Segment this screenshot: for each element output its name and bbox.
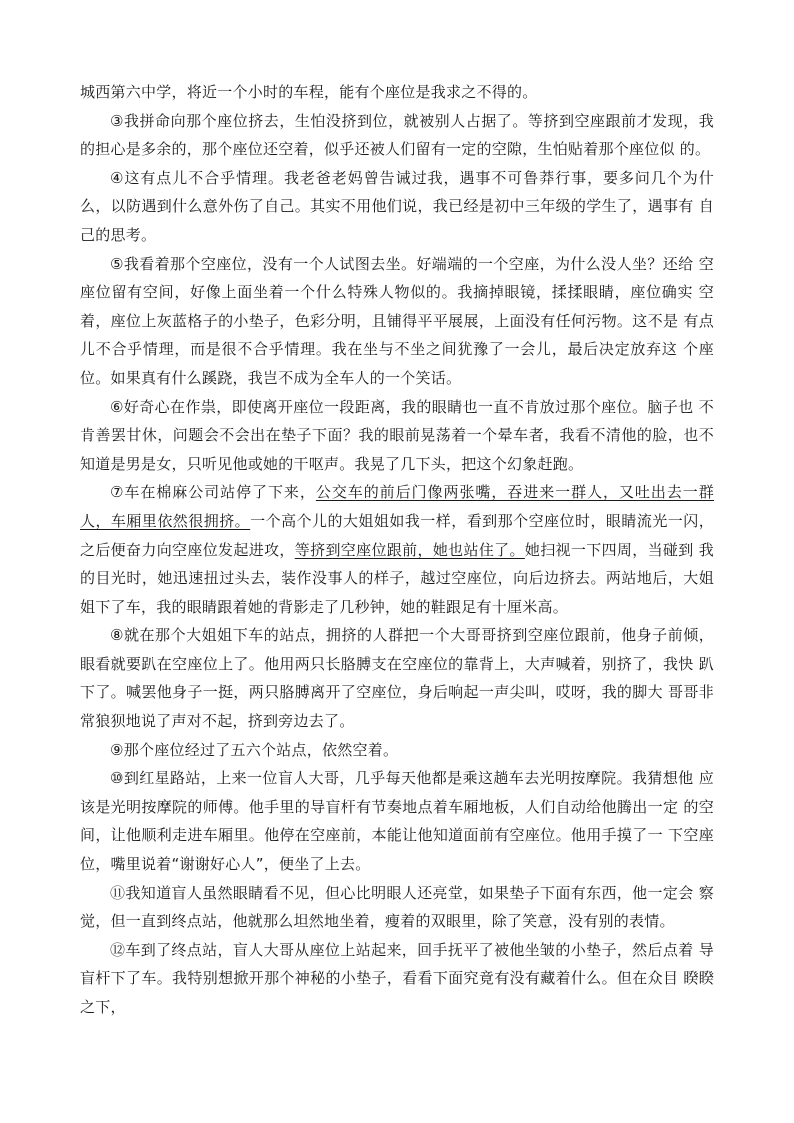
paragraph-10 — [80, 764, 714, 878]
text-span: ⑫车到了终点站，盲人大哥从座位上站起来，回手抚平了被他坐皱的小垫子，然后点着 导盲杆下了车。我特别想掀开那个神秘的小垫子，看看下面究竟有没有藏着什么。但在众目 睽睽之下， — [80, 940, 714, 1016]
article-body — [80, 78, 714, 1022]
underlined-text: 等挤到空座位跟前，她也站住了。 — [294, 540, 525, 559]
text-span: ⑤我看着那个空座位，没有一个人试图去坐。好端端的一个空座，为什么没人坐？还给 空座位留有空间，好像上面坐着一个什么特殊人物似的。我摘掉眼镜，揉揉眼睛，座位确实 空着，座位上灰蓝格子的小垫子，色彩分明，且铺得平平展展，上面没有任何污物。这不是 有点儿不合乎情理，而是很不合乎情理。我在坐与不坐之间犹豫了一会儿，最后决定放弃这 个座位。如果真有什么蹊跷，我岂不成为全车人的一个笑话。 — [80, 254, 714, 387]
paragraph-continuation — [80, 78, 714, 107]
paragraph-5 — [80, 250, 714, 393]
text-span: ⑧就在那个大姐姐下车的站点，拥挤的人群把一个大哥哥挤到空座位跟前，他身子前倾，眼看就要趴在空座位上了。他用两只长胳膊支在空座位的靠背上，大声喊着，别挤了，我快 趴下了。喊罢他身子一挺，两只胳膊离开了空座位，身后响起一声尖叫，哎呀，我的脚大 哥哥非常狼狈地说了声对不起，挤到旁边去了。 — [80, 626, 714, 731]
paragraph-3 — [80, 107, 714, 164]
paragraph-8 — [80, 621, 714, 735]
text-span: ⑦车在棉麻公司站停了下来， — [110, 483, 316, 502]
text-span: ⑥好奇心在作祟，即使离开座位一段距离，我的眼睛也一直不肯放过那个座位。脑子也 不肯善罢甘休，问题会不会出在垫子下面？我的眼前晃荡着一个晕车者，我看不清他的脸，也不知道是男是女，只听见他或她的干呕声。我晃了几下头，把这个幻象赶跑。 — [80, 397, 714, 473]
paragraph-4 — [80, 164, 714, 250]
text-span: 一个高个儿的大姐姐如我一样，看到那个空座位时，眼睛流光一闪，之后便奋力向空座位发起进攻， — [80, 511, 714, 559]
text-span: 城西第六中学，将近一个小时的车程，能有个座位是我求之不得的。 — [80, 83, 538, 101]
text-span: ⑨那个座位经过了五六个站点，依然空着。 — [110, 740, 399, 759]
paragraph-7 — [80, 478, 714, 621]
paragraph-11 — [80, 879, 714, 936]
text-span: ④这有点儿不合乎情理。我老爸老妈曾告诫过我，遇事不可鲁莽行事，要多问几个为什 么，以防遇到什么意外伤了自己。其实不用他们说，我已经是初中三年级的学生了，遇事有 自己的思考。 — [80, 168, 714, 244]
text-span: ⑪我知道盲人虽然眼睛看不见，但心比明眼人还亮堂，如果垫子下面有东西，他一定会 察觉，但一直到终点站，他就那么坦然地坐着，瘦着的双眼里，除了笑意，没有别的表情。 — [80, 883, 714, 931]
text-span: ⑩到红星路站，上来一位盲人大哥，几乎每天他都是乘这趟车去光明按摩院。我猜想他 应该是光明按摩院的师傅。他手里的导盲杆有节奏地点着车厢地板，人们自动给他腾出一定 的空间，让他顺利走进车厢里。他停在空座前，本能让他知道面前有空座位。他用手摸了一 下空座位，嘴里说着“谢谢好心人”，便坐了上去。 — [80, 769, 714, 874]
paragraph-6 — [80, 393, 714, 479]
paragraph-9 — [80, 736, 714, 765]
underlined-text: 公交车的前后门像两张嘴，吞进来一群人，又吐出去一群人，车厢里依然很拥挤。 — [80, 483, 714, 530]
paragraph-12 — [80, 936, 714, 1022]
text-span: ③我拼命向那个座位挤去，生怕没挤到位，就被别人占据了。等挤到空座跟前才发现，我的担心是多余的，那个座位还空着，似乎还被人们留有一定的空隙，生怕贴着那个座位似 的。 — [80, 111, 714, 159]
text-span: 她扫视一下四周，当碰到 我的目光时，她迅速扭过头去，装作没事人的样子，越过空座位，向后边挤去。两站地后，大姐姐下了车，我的眼睛跟着她的背影走了几秒钟，她的鞋跟足有十厘米高。 — [80, 540, 714, 616]
